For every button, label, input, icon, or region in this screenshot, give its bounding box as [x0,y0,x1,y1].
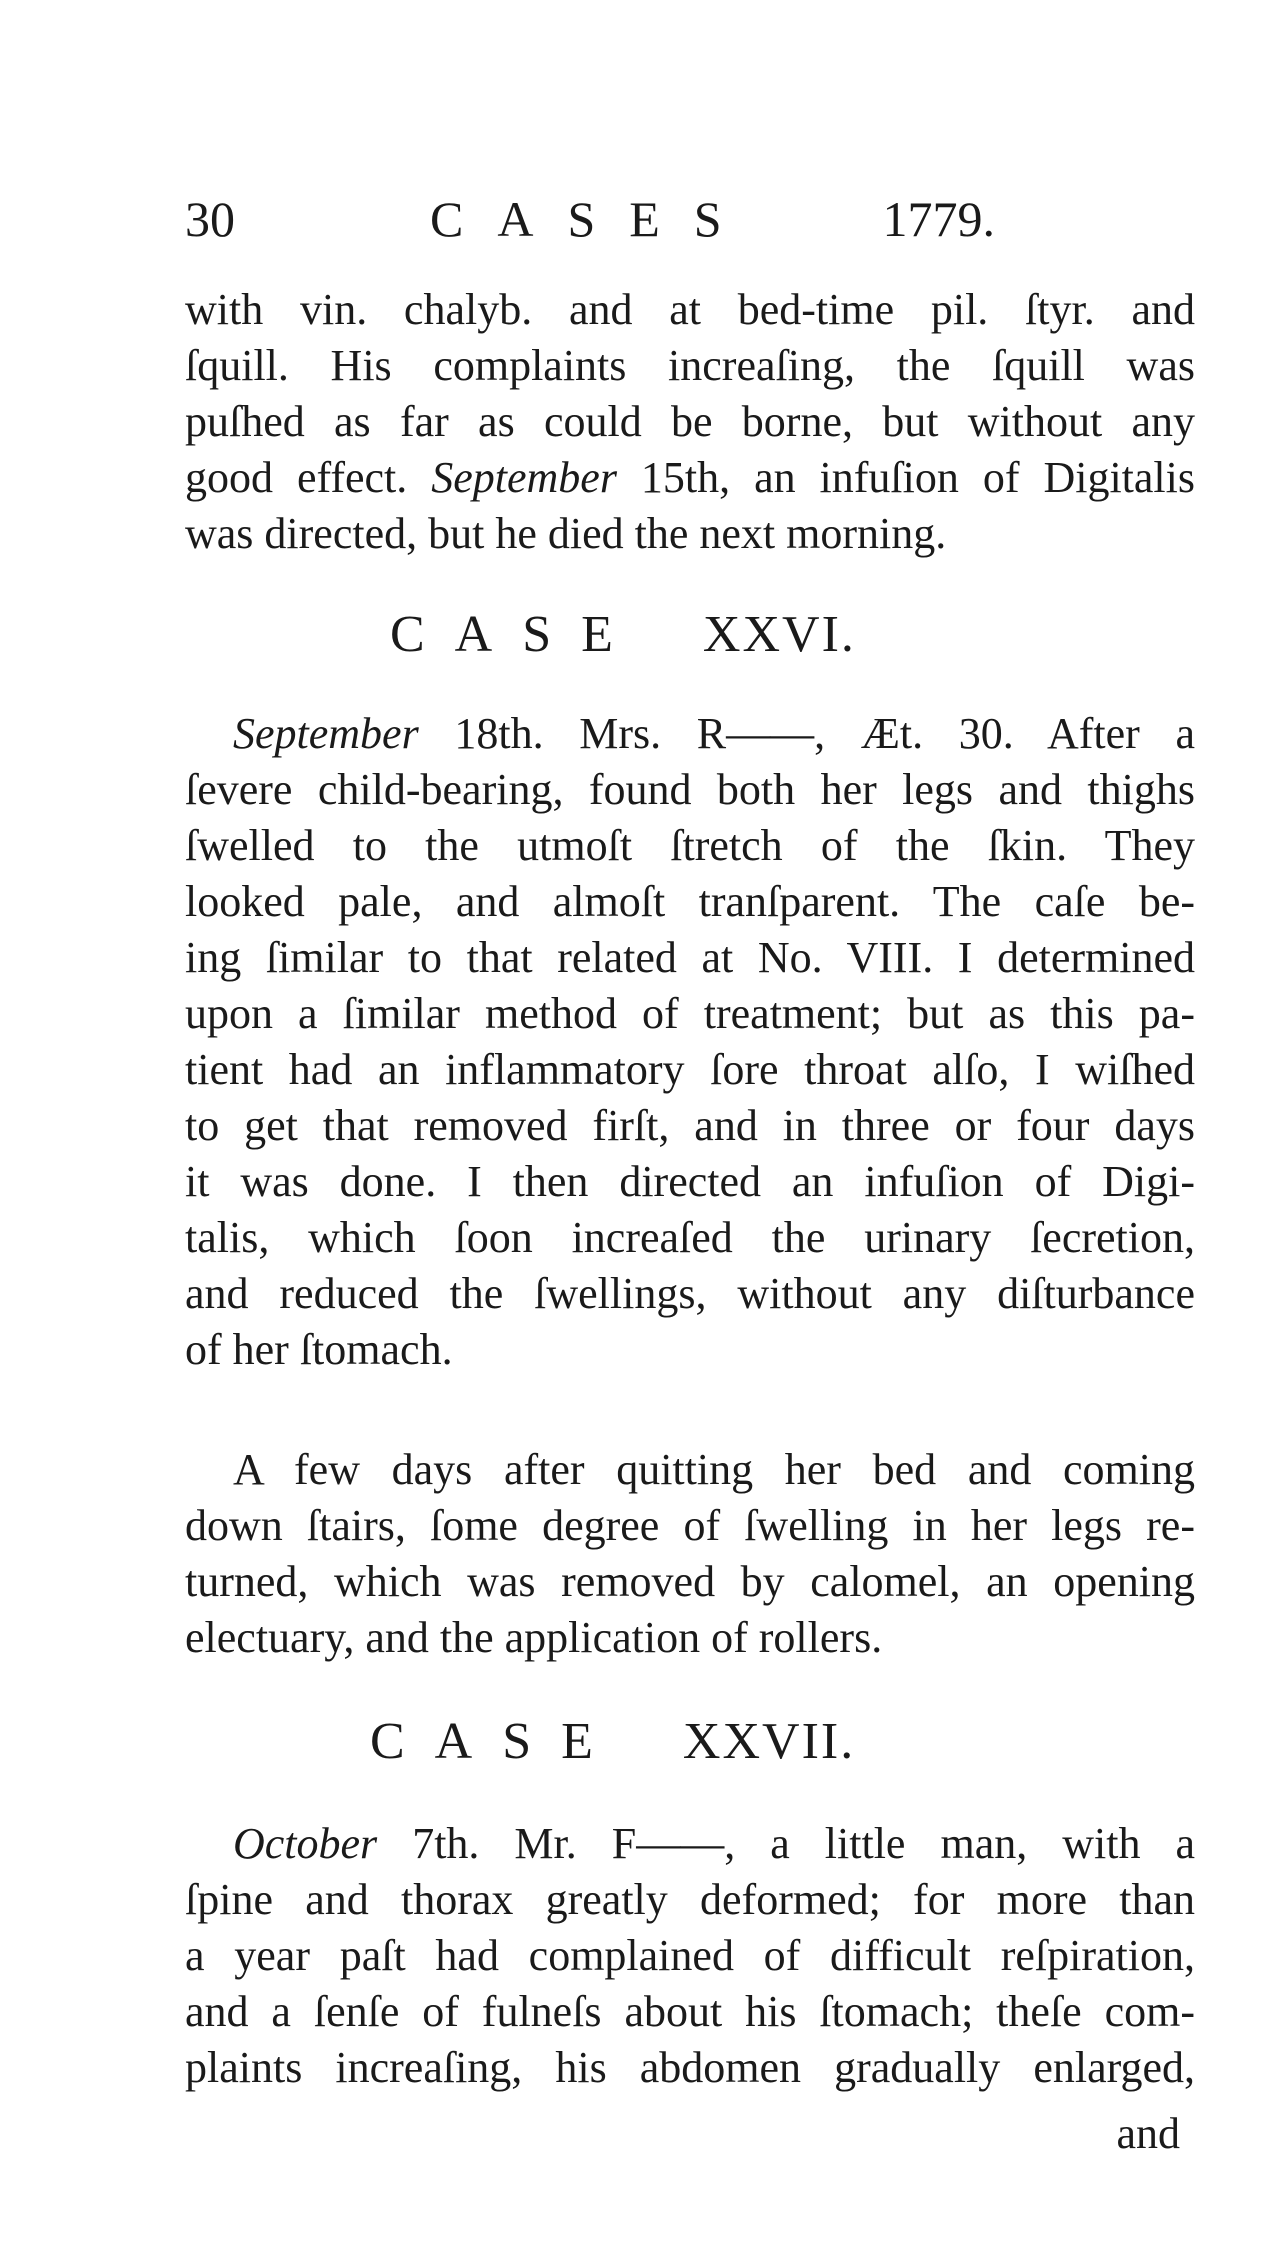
text-line: a year paſt had complained of difficult reſpiration, [185,1931,1195,1980]
text-line: ſwelled to the utmoſt ſtretch of the ſkin. They [185,821,1195,870]
text-line: tient had an inflammatory ſore throat alſo, I wiſhed [185,1045,1195,1094]
text-line: ſquill. His complaints increaſing, the ſquill was [185,341,1195,390]
text-line: puſhed as far as could be borne, but without any [185,397,1195,446]
case-heading-number: XXVI. [702,606,856,663]
case-heading-number: XXVII. [682,1713,856,1770]
intro-paragraph [185,282,1195,562]
text-line: of her ſtomach. [185,1325,453,1374]
text-line: looked pale, and almoſt tranſparent. The caſe be- [185,877,1195,926]
running-year: 1779. [882,191,995,247]
text-line: electuary, and the application of rollers. [185,1613,883,1662]
case-heading-word: CASE [390,606,643,663]
case-heading-word: CASE [370,1713,623,1770]
text-line: to get that removed firſt, and in three or four days [185,1101,1195,1150]
case-27-heading [370,1712,855,1771]
text-line: and reduced the ſwellings, without any diſturbance [185,1269,1195,1318]
text-line: with vin. chalyb. and at bed-time pil. ſtyr. and [185,285,1195,334]
case-27-paragraph-1 [185,1816,1195,2096]
text-line: it was done. I then directed an infuſion of Digi- [185,1157,1195,1206]
text-line: upon a ſimilar method of treatment; but as this pa- [185,989,1195,1038]
running-title: CASES [430,191,756,247]
text-line: A few days after quitting her bed and coming [233,1445,1195,1494]
text-line: good effect. September 15th, an infuſion of Digitalis [185,453,1195,502]
text-line: and a ſenſe of fulneſs about his ſtomach; theſe com- [185,1987,1195,2036]
case-26-heading [390,605,856,664]
text-line: down ſtairs, ſome degree of ſwelling in her legs re- [185,1501,1195,1550]
text-line: talis, which ſoon increaſed the urinary ſecretion, [185,1213,1195,1262]
italic-date: October [233,1819,378,1868]
case-26-paragraph-2 [185,1442,1195,1666]
text-line: was directed, but he died the next morning. [185,509,947,558]
text-line: September 18th. Mrs. R——, Æt. 30. After a [233,709,1195,758]
text-line: plaints increaſing, his abdomen gradually enlarged, [185,2043,1195,2092]
page-number: 30 [185,191,235,247]
text-line: ing ſimilar to that related at No. VIII. I determined [185,933,1195,982]
text-line: October 7th. Mr. F——, a little man, with a [233,1819,1195,1868]
text-line: ſevere child-bearing, found both her legs and thighs [185,765,1195,814]
italic-date: September [431,453,617,502]
catchword: and [1116,2109,1180,2158]
running-header [185,190,995,260]
italic-date: September [233,709,419,758]
text-line: ſpine and thorax greatly deformed; for more than [185,1875,1195,1924]
case-26-paragraph-1 [185,706,1195,1378]
text-line: turned, which was removed by calomel, an opening [185,1557,1195,1606]
